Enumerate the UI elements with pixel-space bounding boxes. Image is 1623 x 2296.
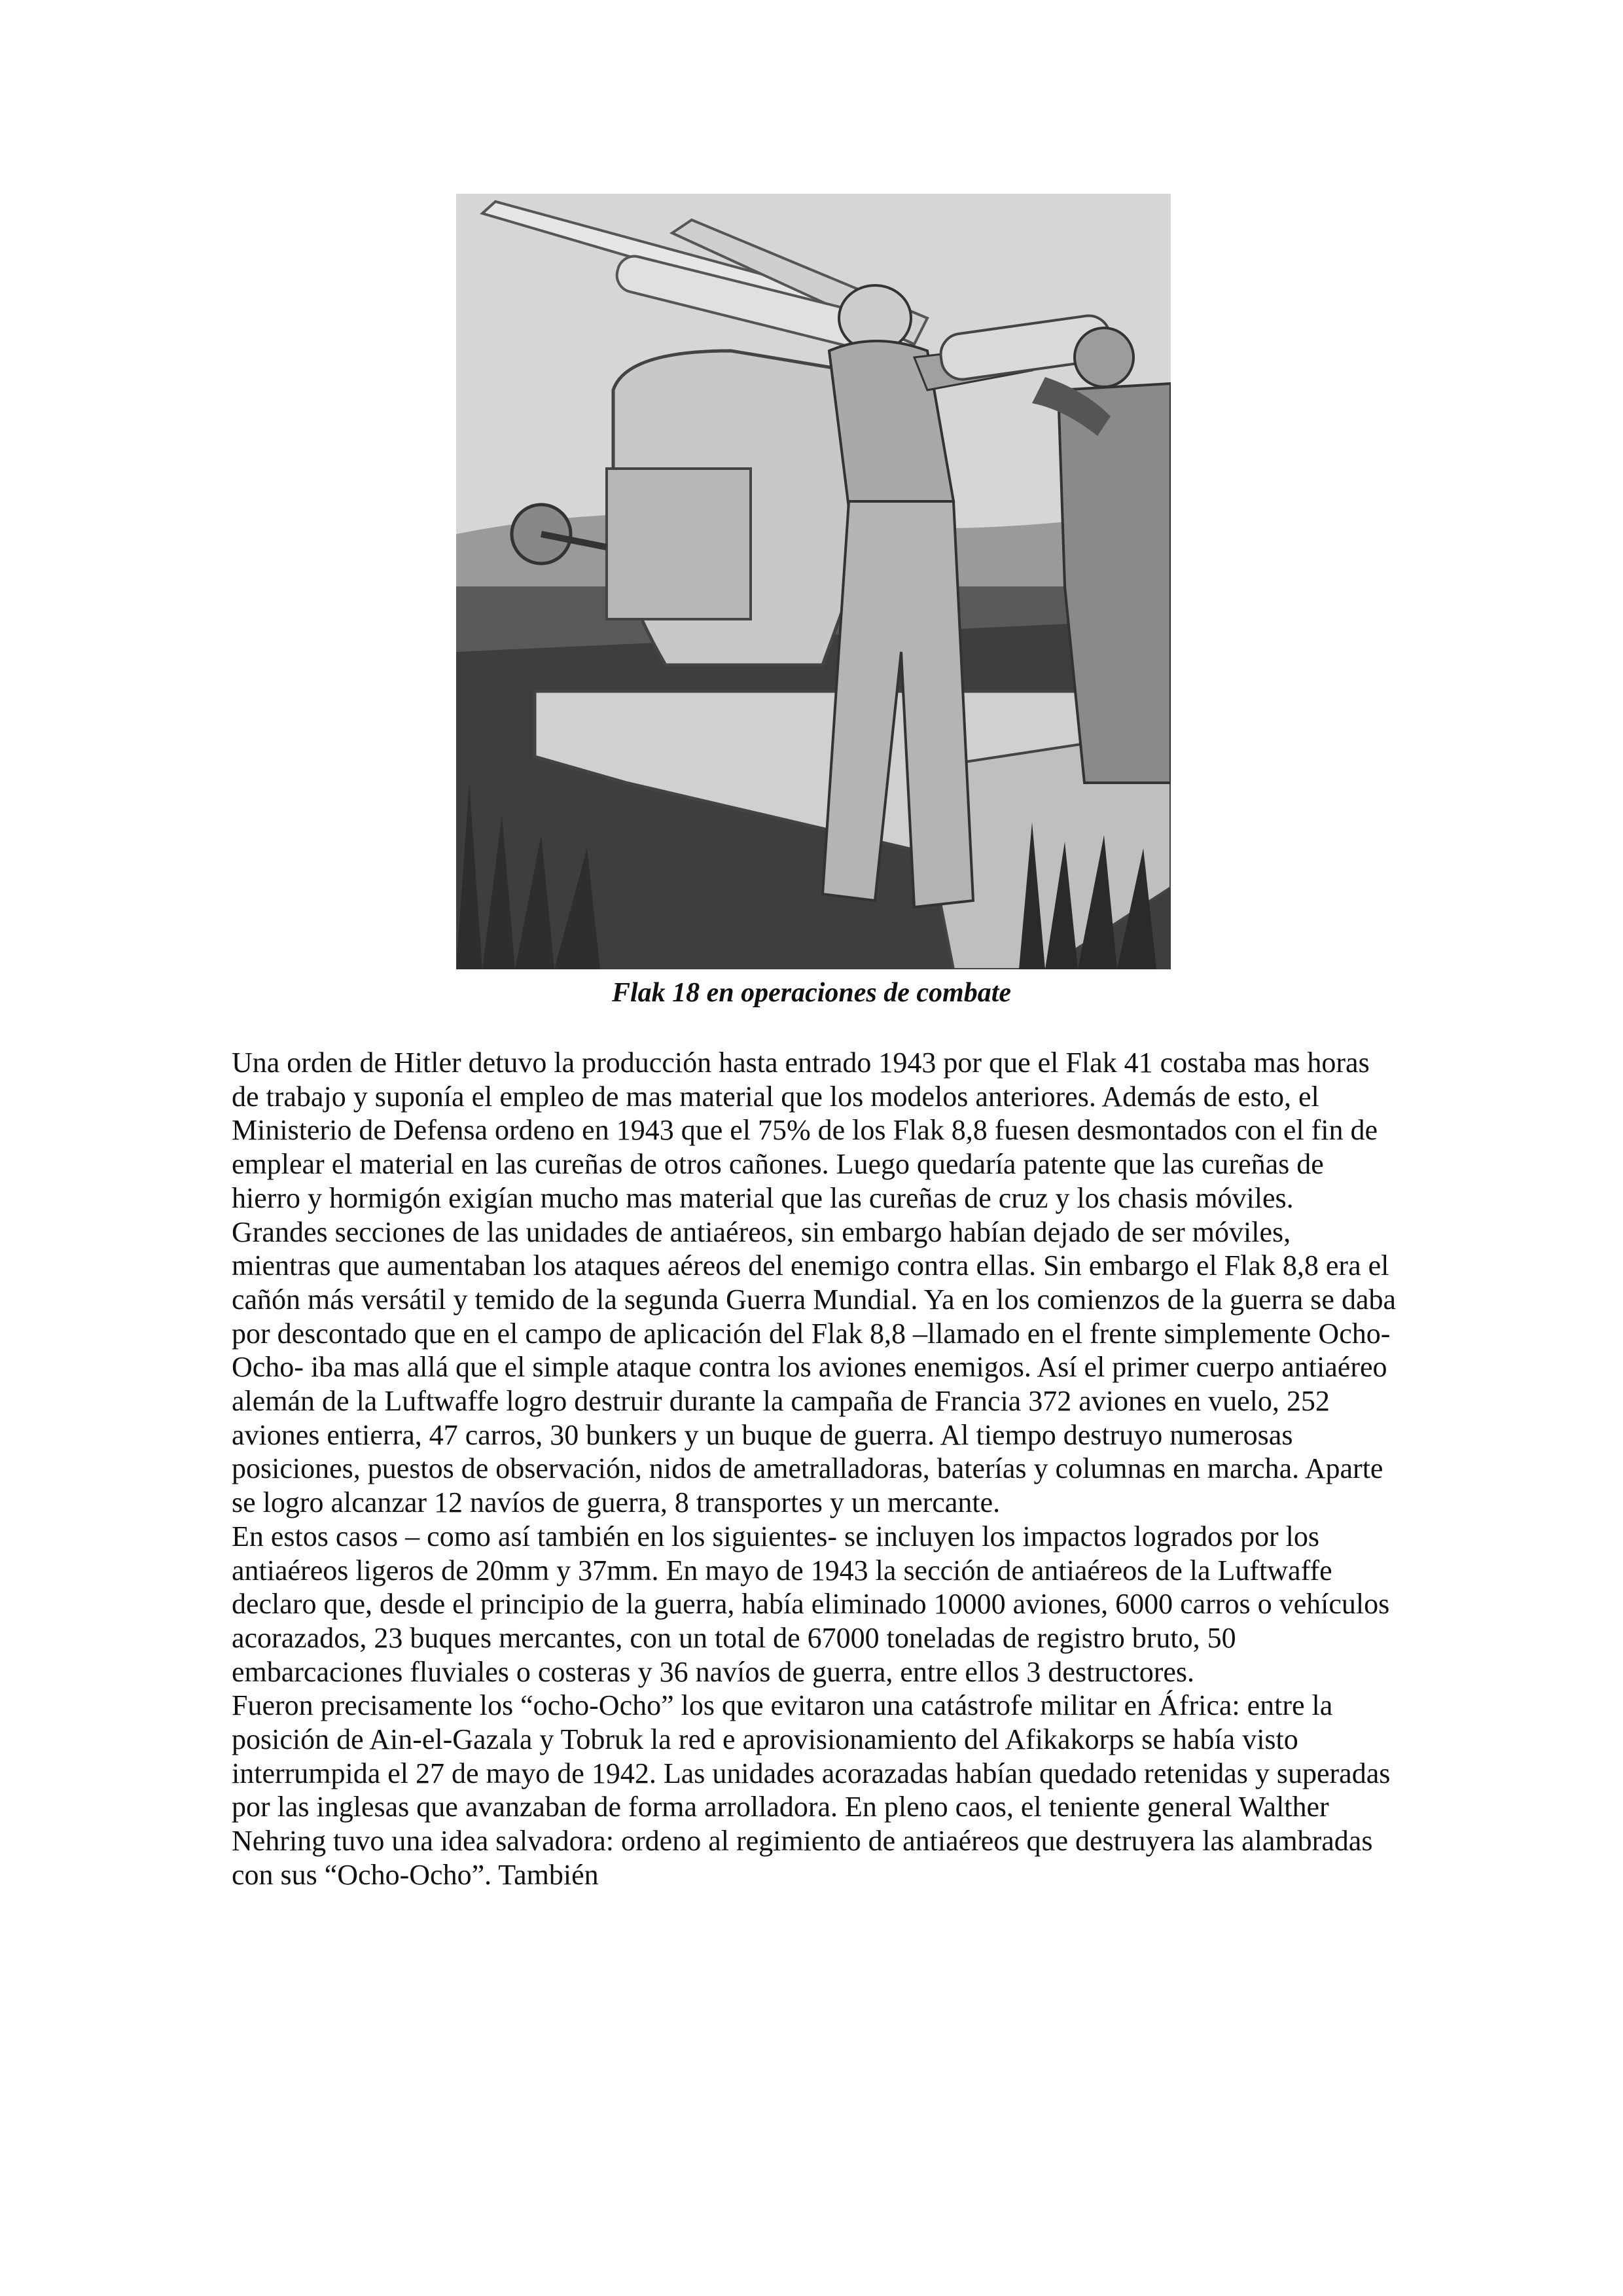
figure-caption: Flak 18 en operaciones de combate bbox=[611, 978, 1012, 1008]
paragraph: Una orden de Hitler detuvo la producción hasta entrado 1943 por que el Flak 41 costaba mas horas de trabajo y suponía el empleo de mas material que los modelos anteriores. Además de esto, el Ministerio de Defensa ordeno en 1943 que el 75% de los Flak 8,8 fuesen desmontados con el fin de emplear el material en las cureñas de otros cañones. Luego quedaría patente que las cureñas de hierro y hormigón exigían mucho mas material que las cureñas de cruz y los chasis móviles. Grandes secciones de las unidades de antiaéreos, sin embargo habían dejado de ser móviles, mientras que aumentaban los ataques aéreos del enemigo contra ellas. Sin embargo el Flak 8,8 era el cañón más versátil y temido de la segunda Guerra Mundial. Ya en los comienzos de la guerra se daba por descontado que en el campo de aplicación del Flak 8,8 –llamado en el frente simplemente Ocho-Ocho- iba mas allá que el simple ataque contra los aviones enemigos. Así el primer cuerpo antiaéreo alemán de la Luftwaffe logro destruir durante la campaña de Francia 372 aviones en vuelo, 252 aviones entierra, 47 carros, 30 bunkers y un buque de guerra. Al tiempo destruyo numerosas posiciones, puestos de observación, nidos de ametralladoras, baterías y columnas en marcha. Aparte se logro alcanzar 12 navíos de guerra, 8 transportes y un mercante. bbox=[232, 1047, 1397, 1519]
article-body bbox=[232, 1046, 1397, 1892]
paragraph: En estos casos – como así también en los siguientes- se incluyen los impactos logrados por los antiaéreos ligeros de 20mm y 37mm. En mayo de 1943 la sección de antiaéreos de la Luftwaffe declaro que, desde el principio de la guerra, había eliminado 10000 aviones, 6000 carros o vehículos acorazados, 23 buques mercantes, con un total de 67000 toneladas de registro bruto, 50 embarcaciones fluviales o costeras y 36 navíos de guerra, entre ellos 3 destructores. bbox=[232, 1520, 1390, 1688]
paragraph: Fueron precisamente los “ocho-Ocho” los que evitaron una catástrofe militar en África: entre la posición de Ain-el-Gazala y Tobruk la red e aprovisionamiento del Afikakorps se había visto interrumpida el 27 de mayo de 1942. Las unidades acorazadas habían quedado retenidas y superadas por las inglesas que avanzaban de forma arrolladora. En pleno caos, el teniente general Walther Nehring tuvo una idea salvadora: ordeno al regimiento de antiaéreos que destruyera las alambradas con sus “Ocho-Ocho”. También bbox=[232, 1689, 1391, 1891]
photo-illustration bbox=[456, 194, 1171, 969]
photo-flak18-crew bbox=[456, 194, 1171, 969]
